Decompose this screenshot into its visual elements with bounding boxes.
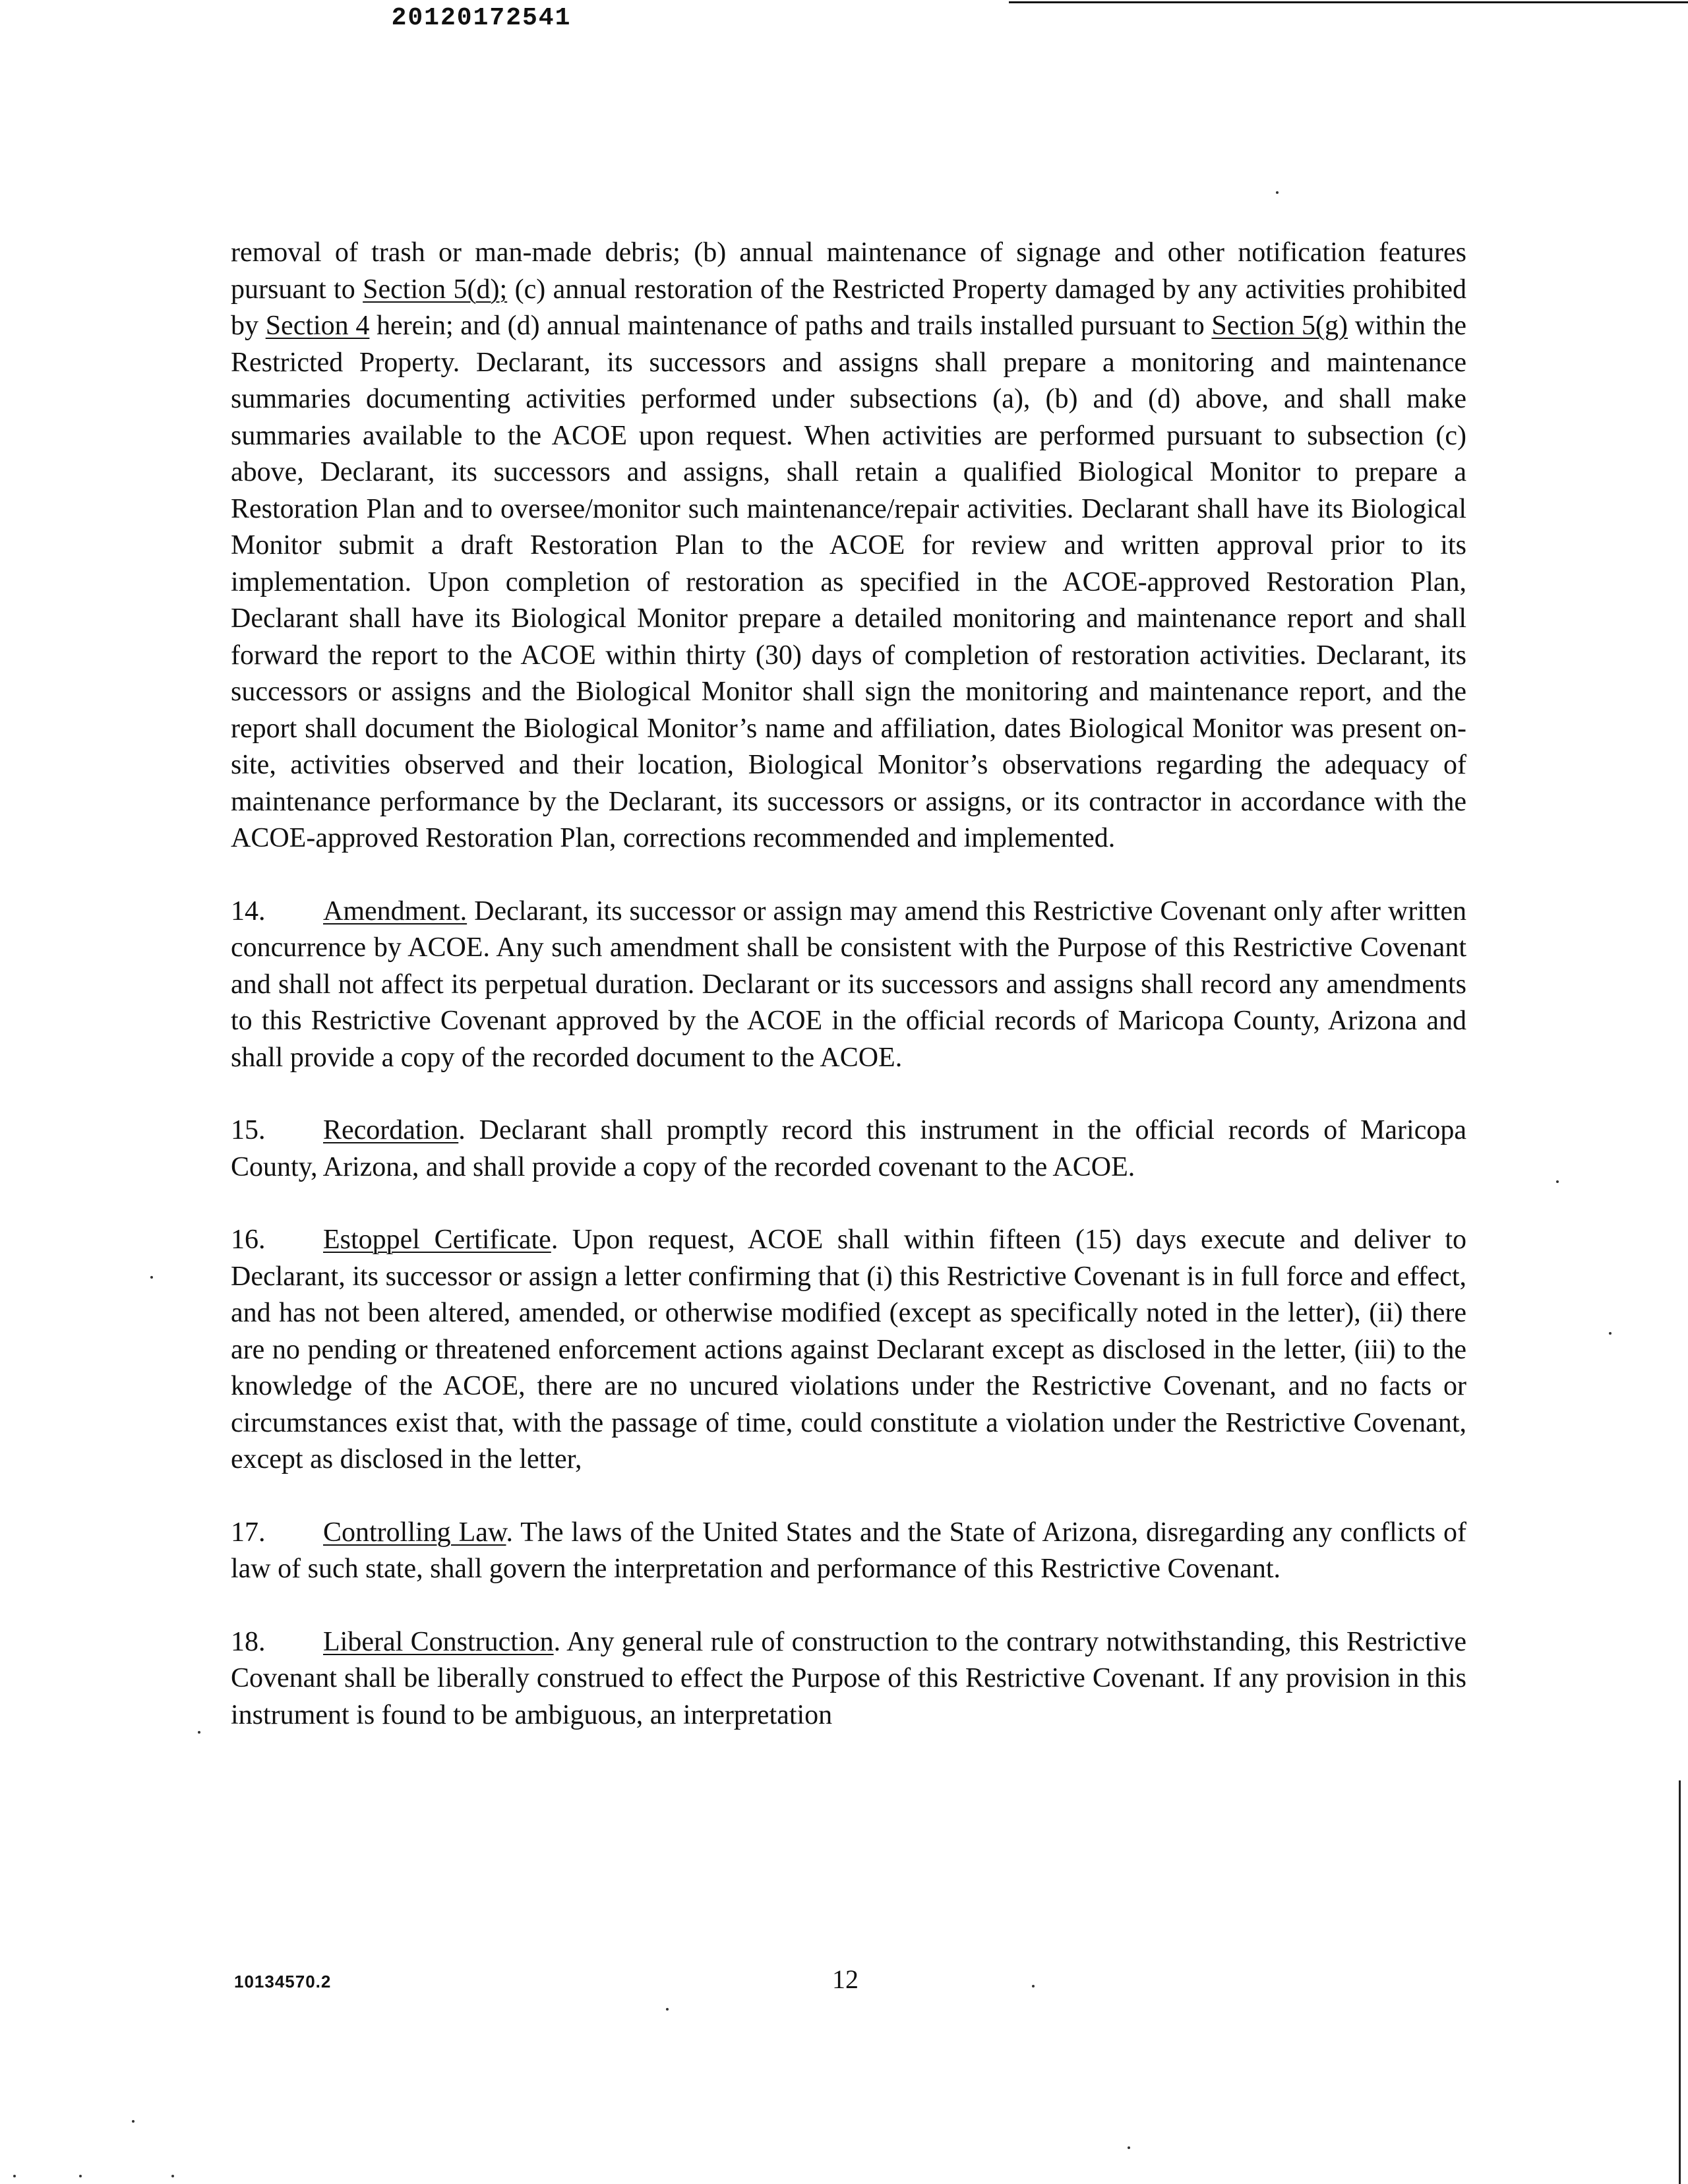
section-body: . Declarant shall promptly record this instrument in the official records of Maricopa County, Arizona, and shall provide a copy of the recorded covenant to the ACOE. bbox=[231, 1115, 1466, 1182]
top-border-line bbox=[1009, 1, 1688, 3]
scan-speck bbox=[13, 2175, 16, 2177]
scan-speck bbox=[1032, 1985, 1035, 1987]
section-15-paragraph bbox=[231, 1112, 1466, 1186]
section-18-paragraph bbox=[231, 1624, 1466, 1734]
document-body bbox=[231, 235, 1466, 1734]
scan-speck bbox=[1556, 1180, 1559, 1183]
section-number: 16. bbox=[231, 1225, 266, 1255]
footer-document-id: 10134570.2 bbox=[234, 1972, 332, 1991]
section-reference: Section 4 bbox=[265, 311, 370, 341]
section-reference: Section 5(g) bbox=[1211, 311, 1348, 341]
section-body: . Upon request, ACOE shall within fifteen (15) days execute and deliver to Declarant, its successor or assign a letter confirming that (i) this Restrictive Covenant is in full force and effect, and has not been altered, amended, or otherwise modified (except as specifically noted in the letter), (ii) there are no pending or threatened enforcement actions against Declarant except as disclosed in the letter, (iii) to the knowledge of the ACOE, there are no uncured violations under the Restrictive Covenant, and no facts or circumstances exist that, with the passage of time, could constitute a violation under the Restrictive Covenant, except as disclosed in the letter, bbox=[231, 1225, 1466, 1474]
section-reference: Section 5(d); bbox=[363, 274, 508, 305]
scan-speck bbox=[198, 1731, 200, 1734]
scan-speck bbox=[132, 2120, 135, 2123]
continuation-paragraph: removal of trash or man-made debris; (b) annual maintenance of signage and other notification features pursuant to Section 5(d); (c) annual restoration of the Restricted Property damaged by any activities prohibited by Section 4 herein; and (d) annual maintenance of paths and trails installed pursuant to Section 5(g) within the Restricted Property. Declarant, its successors and assigns shall prepare a monitoring and maintenance summaries documenting activities performed under subsections (a), (b) and (d) above, and shall make summaries available to the ACOE upon request. When activities are performed pursuant to subsection (c) above, Declarant, its successors and assigns, shall retain a qualified Biological Monitor to prepare a Restoration Plan and to oversee/monitor such maintenance/repair activities. Declarant shall have its Biological Monitor submit a draft Restoration Plan to the ACOE for review and written approval prior to its implementation. Upon completion of restoration as specified in the ACOE-approved Restoration Plan, Declarant shall have its Biological Monitor prepare a detailed monitoring and maintenance report and shall forward the report to the ACOE within thirty (30) days of completion of restoration activities. Declarant, its successors or assigns and the Biological Monitor shall sign the monitoring and maintenance report, and the report shall document the Biological Monitor’s name and affiliation, dates Biological Monitor was present on-site, activities observed and their location, Biological Monitor’s observations regarding the adequacy of maintenance performance by the Declarant, its successors or assigns, or its contractor in accordance with the ACOE-approved Restoration Plan, corrections recommended and implemented. bbox=[231, 237, 1467, 853]
scan-speck bbox=[79, 2175, 82, 2177]
footer-page-number: 12 bbox=[832, 1964, 859, 1994]
scan-speck bbox=[666, 2008, 669, 2011]
section-16-paragraph bbox=[231, 1222, 1466, 1478]
section-number: 17. bbox=[231, 1517, 266, 1548]
section-heading: Controlling Law bbox=[323, 1517, 506, 1548]
section-heading: Estoppel Certificate bbox=[323, 1225, 551, 1255]
scan-speck bbox=[1609, 1332, 1612, 1335]
scan-speck bbox=[171, 2175, 174, 2177]
section-heading: Amendment. bbox=[323, 895, 467, 926]
section-number: 18. bbox=[231, 1626, 266, 1657]
section-heading: Recordation bbox=[323, 1115, 459, 1145]
section-number: 14. bbox=[231, 895, 266, 926]
scan-speck bbox=[1276, 191, 1279, 194]
section-body: . Any general rule of construction to the contrary notwithstanding, this Restrictive Covenant shall be liberally construed to effect the Purpose of this Restrictive Covenant. If any provision in this instrument is found to be ambiguous, an interpretation bbox=[231, 1626, 1466, 1730]
scan-speck bbox=[150, 1276, 153, 1279]
section-14-paragraph bbox=[231, 894, 1466, 1077]
section-body: . The laws of the United States and the State of Arizona, disregarding any conflicts of law of such state, shall govern the interpretation and performance of this Restrictive Covenant. bbox=[231, 1517, 1467, 1584]
section-heading: Liberal Construction bbox=[323, 1626, 554, 1657]
recording-number: 20120172541 bbox=[391, 4, 572, 32]
section-17-paragraph bbox=[231, 1515, 1466, 1588]
scan-speck bbox=[1128, 2146, 1130, 2149]
section-body: Declarant, its successor or assign may amend this Restrictive Covenant only after written concurrence by ACOE. Any such amendment shall be consistent with the Purpose of this Restrictive Covenant and shall not affect its perpetual duration. Declarant or its successors and assigns shall record any amendments to this Restrictive Covenant approved by the ACOE in the official records of Maricopa County, Arizona and shall provide a copy of the recorded document to the ACOE. bbox=[231, 895, 1466, 1073]
scan-edge-line bbox=[1679, 1780, 1681, 2184]
section-number: 15. bbox=[231, 1115, 266, 1145]
